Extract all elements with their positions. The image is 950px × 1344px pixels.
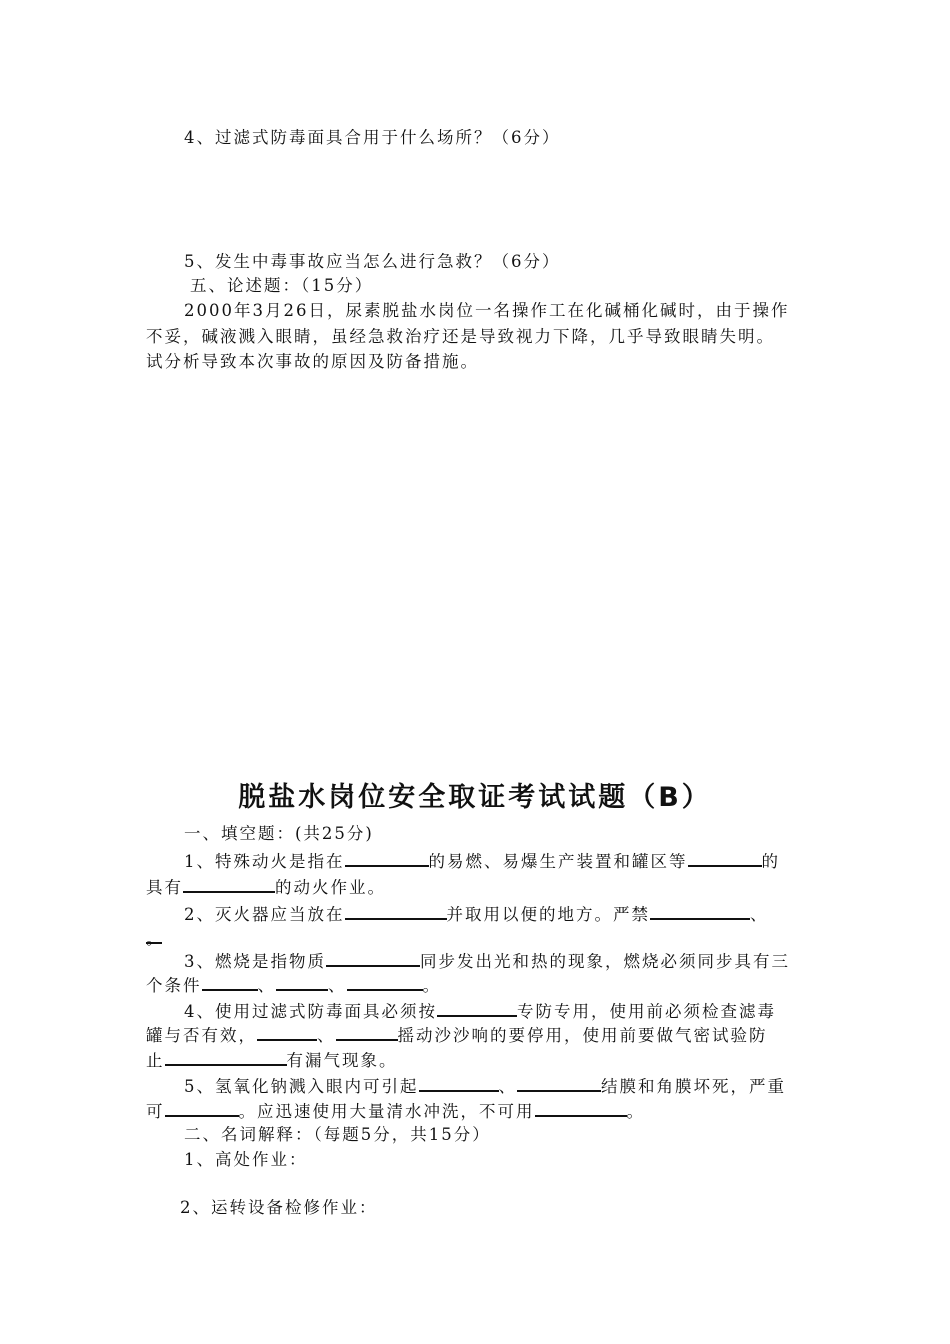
fill-q5-text-a: 5、氢氧化钠溅入眼内可引起 bbox=[184, 1077, 419, 1096]
fill-q1-text-b: 的易燃、易爆生产装置和罐区等 bbox=[428, 852, 688, 871]
question-5: 5、发生中毒事故应当怎么进行急救？（6分） bbox=[184, 252, 561, 271]
essay-line-3: 试分析导致本次事故的原因及防备措施。 bbox=[146, 352, 479, 371]
fill-q3-line2 bbox=[146, 972, 806, 998]
term-1: 1、高处作业： bbox=[184, 1150, 308, 1169]
fill-q5-line1 bbox=[184, 1073, 844, 1099]
fill-q1-text-c: 的 bbox=[761, 852, 780, 871]
fill-q4-line3 bbox=[146, 1047, 806, 1073]
term-2: 2、运转设备检修作业： bbox=[180, 1198, 378, 1217]
fill-q5-text-c: 可 bbox=[146, 1102, 165, 1121]
answer-blank[interactable] bbox=[688, 848, 762, 867]
fill-q5-line2 bbox=[146, 1098, 806, 1124]
answer-blank[interactable] bbox=[419, 1073, 499, 1092]
fill-q3-end: 。 bbox=[422, 976, 441, 995]
question-4: 4、过滤式防毒面具合用于什么场所？（6分） bbox=[184, 128, 561, 147]
answer-blank[interactable] bbox=[345, 901, 447, 920]
answer-blank[interactable] bbox=[276, 972, 328, 991]
answer-blank[interactable] bbox=[535, 1098, 627, 1117]
answer-blank[interactable] bbox=[336, 1022, 398, 1041]
fill-q3-line1 bbox=[184, 948, 844, 974]
fill-q4-text-e: 止 bbox=[146, 1051, 165, 1070]
fill-q4-line2 bbox=[146, 1022, 806, 1048]
answer-blank[interactable] bbox=[345, 848, 429, 867]
fill-q3-sep-2: 、 bbox=[328, 976, 347, 995]
fill-q4-text-a: 4、使用过滤式防毒面具必须按 bbox=[184, 1002, 437, 1021]
answer-blank[interactable] bbox=[165, 1047, 287, 1066]
answer-blank[interactable] bbox=[202, 972, 258, 991]
answer-blank[interactable] bbox=[257, 1022, 317, 1041]
page-title: 脱盐水岗位安全取证考试试题（B） bbox=[238, 782, 712, 813]
fill-q3-text-a: 3、燃烧是指物质 bbox=[184, 952, 326, 971]
answer-blank[interactable] bbox=[347, 972, 423, 991]
fill-q1-text-e: 的动火作业。 bbox=[275, 878, 386, 897]
fill-q5-text-b: 结膜和角膜坏死，严重 bbox=[601, 1077, 786, 1096]
fill-heading: 一、填空题：(共25分) bbox=[184, 824, 374, 843]
answer-blank[interactable] bbox=[650, 901, 750, 920]
fill-q3-sep-1: 、 bbox=[257, 976, 276, 995]
fill-q2-text-b: 并取用以便的地方。严禁 bbox=[446, 905, 650, 924]
answer-blank[interactable] bbox=[517, 1073, 601, 1092]
fill-q4-text-b: 专防专用，使用前必须检查滤毒 bbox=[517, 1002, 776, 1021]
fill-q2-text-d: 。 bbox=[146, 929, 165, 948]
fill-q1-text-d: 具有 bbox=[146, 878, 183, 897]
fill-q1-text-a: 1、特殊动火是指在 bbox=[184, 852, 345, 871]
answer-blank[interactable] bbox=[437, 998, 517, 1017]
terms-heading: 二、名词解释：（每题5分，共15分） bbox=[184, 1125, 491, 1144]
fill-q5-text-e: 。 bbox=[626, 1102, 645, 1121]
fill-q2-text-a: 2、灭火器应当放在 bbox=[184, 905, 345, 924]
fill-q1-line1 bbox=[184, 848, 844, 874]
fill-q4-text-f: 有漏气现象。 bbox=[286, 1051, 398, 1070]
answer-blank[interactable] bbox=[165, 1098, 239, 1117]
fill-q3-text-b: 同步发出光和热的现象，燃烧必须同步具有三 bbox=[420, 952, 790, 971]
fill-q2-text-c: 、 bbox=[750, 905, 769, 924]
fill-q3-text-c: 个条件 bbox=[146, 976, 202, 995]
fill-q5-text-d: 。应迅速使用大量清水冲洗，不可用 bbox=[238, 1102, 535, 1121]
essay-line-2: 不妥，碱液溅入眼睛，虽经急救治疗还是导致视力下降，几乎导致眼睛失明。 bbox=[146, 327, 775, 346]
fill-q4-text-c: 罐与否有效， bbox=[146, 1026, 257, 1045]
fill-q2-line1 bbox=[184, 901, 844, 927]
fill-q4-sep: 、 bbox=[317, 1026, 336, 1045]
essay-heading: 五、论述题：（15分） bbox=[190, 276, 374, 295]
answer-blank[interactable] bbox=[183, 874, 275, 893]
essay-line-1: 2000年3月26日，尿素脱盐水岗位一名操作工在化碱桶化碱时，由于操作 bbox=[184, 301, 790, 320]
answer-blank[interactable] bbox=[326, 948, 420, 967]
fill-q4-line1 bbox=[184, 998, 844, 1024]
fill-q4-text-d: 摇动沙沙响的要停用，使用前要做气密试验防 bbox=[397, 1026, 768, 1045]
fill-q1-line2 bbox=[146, 874, 806, 900]
fill-q5-sep: 、 bbox=[498, 1077, 517, 1096]
